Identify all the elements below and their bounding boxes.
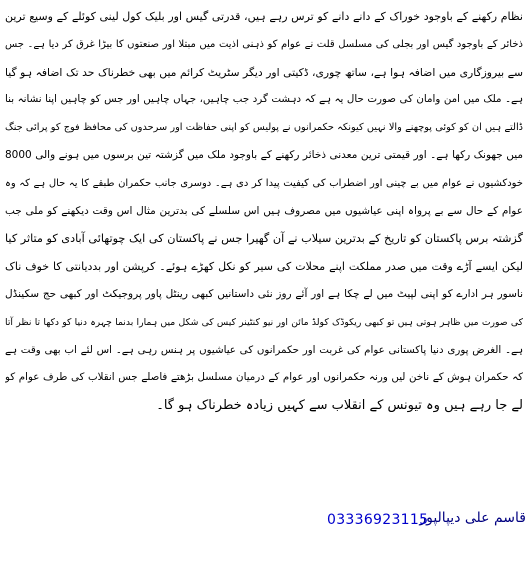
article-line: ناسور ہر ادارے کو اپنی لپیٹ میں لے چکا ہے اور آئے روز نئی داستانیں کبھی رینٹل پاور پروجیکٹ اور کبھی حج سکینڈل <box>5 287 523 300</box>
article-line: لے جا رہے ہیں وہ تیونس کے انقلاب سے کہیں زیادہ خطرناک ہو گا۔ <box>156 398 523 414</box>
article-line: ہے۔ ملک میں امن وامان کی صورت حال یہ ہے کہ دہشت گرد جب چاہیں، جہاں چاہیں اور جس کو چاہیں اپنا نشانہ بنا <box>5 93 523 106</box>
article-line: نظام رکھنے کے باوجود خوراک کے دانے دانے کو ترس رہے ہیں، قدرتی گیس اور بلیک کول لینی کوئلے کے وسیع ترین <box>5 10 523 23</box>
article-line: عوام کے حال سے بے پرواہ اپنی عیاشیوں میں مصروف ہیں اس سلسلے کی بدترین مثال اس وقت دیکھنے کو ملی جب <box>5 204 523 217</box>
article-line: گزشتہ برس پاکستان کو تاریخ کے بدترین سیلاب نے آن گھیرا جس نے پاکستان کی ایک چوتھائی آبادی کو متاثر کیا <box>5 232 523 246</box>
article-line: کہ حکمران ہوش کے ناخن لیں ورنہ حکمرانوں اور عوام کے درمیان مسلسل بڑھتے فاصلے جس انقلاب کی طرف عوام کو <box>5 371 523 384</box>
article-line: لیکن ایسے آڑے وقت میں صدر مملکت اپنے محلات کی سیر کو نکل کھڑے ہوئے۔ کرپشن اور بددیانتی کا خوف ناک <box>5 260 523 274</box>
author-phone: 03336923115 <box>327 512 429 528</box>
article-line: میں جھونک رکھا ہے۔ اور قیمتی ترین معدنی ذخائر رکھنے کے باوجود ملک میں گزشتہ تین برسوں میں ہونے والی 8000 <box>5 148 523 161</box>
article-body <box>5 3 523 420</box>
article-line: کی صورت میں ظاہر ہوتی ہیں تو کبھی ریکوڈک کولڈ مائن اور نیو کنٹینر کیس کی شکل میں ہمارا بدنما چہرہ دنیا کو دکھا تا نظر آتا <box>5 316 523 328</box>
article-line: ہے۔ الغرض پوری دنیا پاکستانی عوام کی غربت اور حکمرانوں کی عیاشیوں پر ہنس رہی ہے۔ اس لئے اب بھی وقت ہے <box>5 343 523 356</box>
author-name: قاسم علی دیپالپور <box>419 510 526 526</box>
article-line: ذخائر کے باوجود گیس اور بجلی کی مسلسل قلت نے عوام کو ذہنی اذیت میں مبتلا اور صنعتوں کا بیڑا غرق کر دیا ہے۔ جس <box>5 38 523 50</box>
article-line: خودکشیوں نے عوام میں بے چینی اور اضطراب کی کیفیت پیدا کر دی ہے۔ دوسری جانب حکمران طبقے کا یہ حال ہے کہ وہ <box>5 177 523 189</box>
article-line: سے بیروزگاری میں اضافہ ہوا ہے، ساتھ چوری، ڈکیتی اور دیگر سٹریٹ کرائم میں بھی خطرناک حد تک اضافہ ہو گیا <box>5 65 523 79</box>
article-line: ڈالتے ہیں ان کو کوئی پوچھنے والا نہیں کیونکہ حکمرانوں نے پولیس کو اپنی حفاظت اور سرحدوں کی محافظ فوج کو پرائی جنگ <box>5 122 523 134</box>
